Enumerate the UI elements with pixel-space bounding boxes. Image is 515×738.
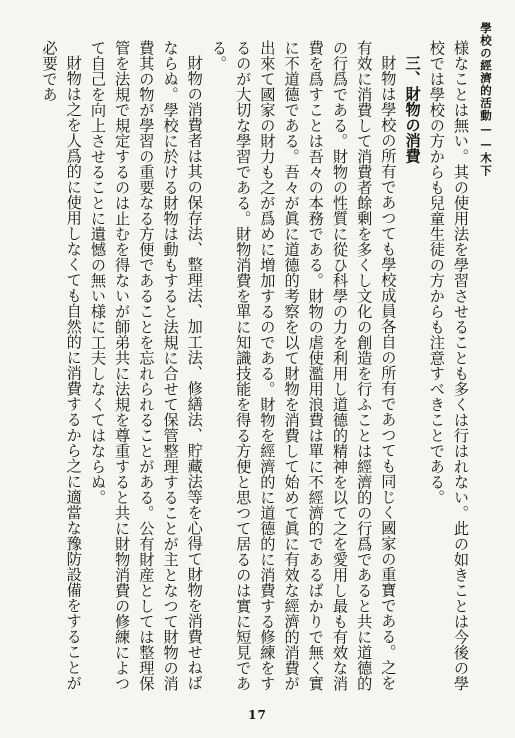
paragraph: 財物は學校の所有であつても學校成員各自の所有であつても同じく國家の重寶である。之を有效に消費して消費者餘剰を多くし文化の創造を行ふことは經濟的の行爲であると共に道德的の行爲である。財物の性質に從ひ科學の力を利用し道德的精神を以て之を愛用し最も有效な消費を爲すことは吾々の本務である。財物の虐使濫用浪費は單に不經濟的であるばかりで無く實に不道德である。吾々が眞に道德的考察を以て財物を消費して始めて眞に有效な經濟的消費が出來て國家の財力も之が爲めに増加するのである。財物を經濟的に道德的に消費する修練をするのが大切な學習である。財物消費を單に知識技能を得る方便と思つて居るのは實に短見である。 xyxy=(209,40,398,691)
running-header: 學校の經濟的活動——木下 xyxy=(479,22,493,177)
paragraph-continuation: 様なことは無い。其の使用法を學習させることも多くは行はれない。此の如きことは今後の學校では學校の方からも兒童生徒の方からも注意すべきことである。 xyxy=(427,40,470,691)
page-number: 17 xyxy=(248,708,267,722)
body-text xyxy=(27,40,473,694)
paragraph: 財物の消費者は其の保存法、整理法、加工法、修繕法、貯藏法等を心得て財物を消費せねばならぬ。學校に於ける財物は動もすると法規に合せて保管整理することが主となつて財物の消費其の物が學習の重要なる方便であることを忘れられることがある。公有財産としては整理保管を法規で規定するのは止むを得ないが師弟共に法規を尊重すると共に財物消費の修練によつて自己を向上させることに遺憾の無い様に工夫しなくてはならぬ。 xyxy=(88,40,204,691)
paragraph: 財物は之を人爲的に使用しなくても自然的に消費するから之に適當な豫防設備をすることが必要であ xyxy=(40,40,83,691)
section-heading: 三、財物の消費 xyxy=(403,55,422,164)
